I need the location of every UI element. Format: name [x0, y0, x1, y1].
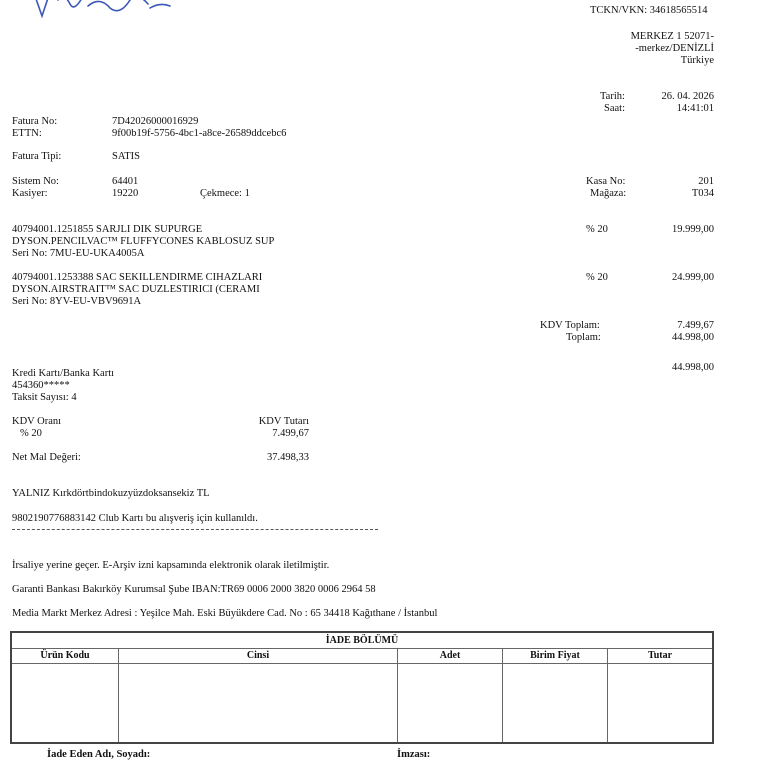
- taksit: Taksit Sayısı: 4: [12, 392, 77, 403]
- iade-table: [10, 631, 714, 744]
- col-tutar: Tutar: [608, 648, 714, 664]
- iban-text: Garanti Bankası Bakırköy Kurumsal Şube IBAN:TR69 0006 2000 3820 0006 2964 58: [12, 584, 376, 595]
- kasa-no-value: 201: [698, 176, 714, 187]
- fatura-tipi-value: SATIS: [112, 151, 141, 162]
- irsaliye-text: İrsaliye yerine geçer. E-Arşiv izni kapsamında elektronik olarak iletilmiştir.: [12, 560, 330, 571]
- toplam-value: 44.998,00: [672, 332, 714, 343]
- kasiyer-value: 19220: [112, 188, 139, 199]
- cekmece: Çekmece: 1: [200, 188, 250, 199]
- ettn-value: 9f00b19f-5756-4bc1-a8ce-26589ddcebc6: [112, 128, 287, 139]
- saat-value: 14:41:01: [676, 103, 714, 114]
- col-adet: Adet: [398, 648, 503, 664]
- kasiyer-label: Kasiyer:: [12, 188, 48, 199]
- fatura-no-value: 7D42026000016929: [112, 116, 199, 127]
- kdv-orani-label: KDV Oranı: [12, 416, 62, 427]
- payment-method: Kredi Kartı/Banka Kartı: [12, 368, 115, 379]
- sistem-no-value: 64401: [112, 176, 139, 187]
- kdv-orani-value: % 20: [20, 428, 42, 439]
- yaliniz-text: YALNIZ Kırkdörtbindokuzyüzdoksansekiz TL: [12, 488, 210, 499]
- toplam-label: Toplam:: [566, 332, 601, 343]
- cell-birim-fiyat: [503, 664, 608, 743]
- iade-eden-label: İade Eden Adı, Soyadı:: [47, 749, 151, 760]
- fatura-no-label: Fatura No:: [12, 116, 58, 127]
- col-cinsi: Cinsi: [119, 648, 398, 664]
- item-1-line-3: Seri No: 7MU-EU-UKA4005A: [12, 248, 145, 259]
- item-2-line-1: 40794001.1253388 SAC SEKILLENDIRME CIHAZLARI: [12, 272, 263, 283]
- item-1-line-1: 40794001.1251855 SARJLI DIK SUPURGE: [12, 224, 203, 235]
- kdv-tutari-value: 7.499,67: [272, 428, 309, 439]
- iade-title: İADE BÖLÜMÜ: [11, 632, 713, 648]
- paid-value: 44.998,00: [672, 362, 714, 373]
- address-line-1: MERKEZ 1 52071-: [630, 31, 714, 42]
- signature-scribble: [30, 0, 180, 22]
- kasa-no-label: Kasa No:: [586, 176, 626, 187]
- cell-cinsi: [119, 664, 398, 743]
- col-birim-fiyat: Birim Fiyat: [503, 648, 608, 664]
- club-card-text: 9802190776883142 Club Kartı bu alışveriş için kullanıldı.: [12, 513, 258, 524]
- magaza-label: Mağaza:: [590, 188, 627, 199]
- cell-adet: [398, 664, 503, 743]
- tarih-label: Tarih:: [600, 91, 625, 102]
- card-number: 454360*****: [12, 380, 70, 391]
- ettn-label: ETTN:: [12, 128, 42, 139]
- item-1-line-2: DYSON.PENCILVAC™ FLUFFYCONES KABLOSUZ SUP: [12, 236, 275, 247]
- item-1-kdv: % 20: [586, 224, 608, 235]
- item-1-price: 19.999,00: [672, 224, 714, 235]
- media-markt-address: Media Markt Merkez Adresi : Yeşilce Mah. Eski Büyükdere Cad. No : 65 34418 Kağıthane / İstanbul: [12, 608, 438, 619]
- cell-urun-kodu: [11, 664, 119, 743]
- saat-label: Saat:: [604, 103, 625, 114]
- item-2-line-3: Seri No: 8YV-EU-VBV9691A: [12, 296, 142, 307]
- cell-tutar: [608, 664, 714, 743]
- fatura-tipi-label: Fatura Tipi:: [12, 151, 62, 162]
- net-mal-label: Net Mal Değeri:: [12, 452, 81, 463]
- magaza-value: T034: [691, 188, 714, 199]
- item-2-line-2: DYSON.AIRSTRAIT™ SAC DUZLESTIRICI (CERAMI: [12, 284, 260, 295]
- address-line-3: Türkiye: [680, 55, 714, 66]
- imza-label: İmzası:: [397, 749, 431, 760]
- kdv-toplam-value: 7.499,67: [677, 320, 714, 331]
- tarih-value: 26. 04. 2026: [661, 91, 714, 102]
- net-mal-value: 37.498,33: [267, 452, 309, 463]
- kdv-toplam-label: KDV Toplam:: [540, 320, 600, 331]
- sistem-no-label: Sistem No:: [12, 176, 59, 187]
- col-urun-kodu: Ürün Kodu: [11, 648, 119, 664]
- kdv-tutari-label: KDV Tutarı: [258, 416, 309, 427]
- item-2-price: 24.999,00: [672, 272, 714, 283]
- dashed-divider: [12, 529, 378, 530]
- address-line-2: -merkez/DENİZLİ: [635, 43, 714, 54]
- tckn-vkn: TCKN/VKN: 34618565514: [590, 5, 708, 16]
- item-2-kdv: % 20: [586, 272, 608, 283]
